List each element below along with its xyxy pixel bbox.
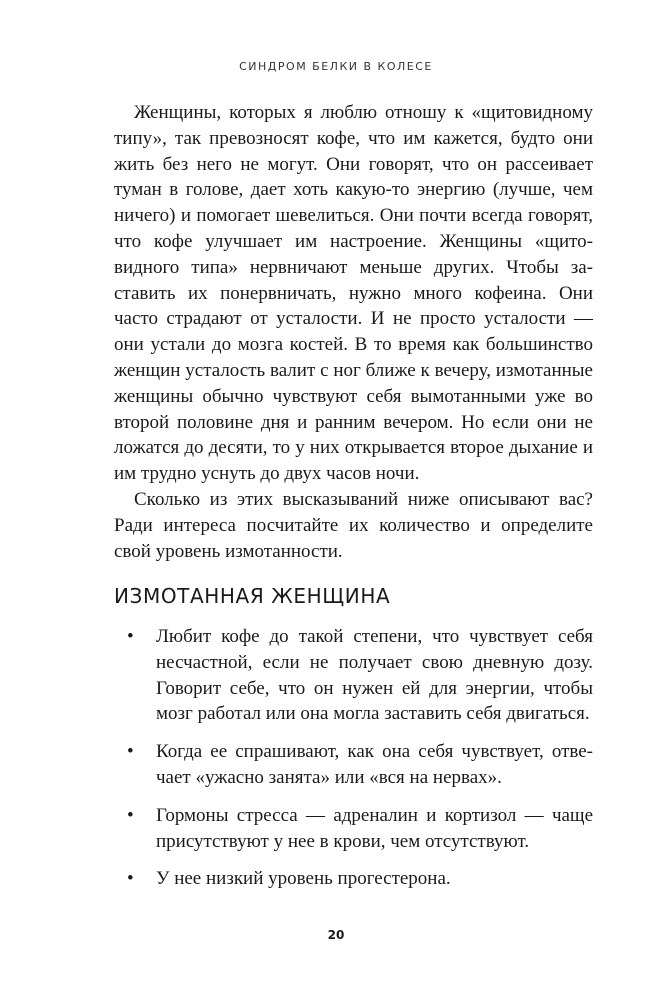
running-head: СИНДРОМ БЕЛКИ В КОЛЕСЕ [239, 60, 433, 73]
list-item [114, 624, 593, 727]
bullet-icon: • [127, 868, 134, 890]
list-item-text: У нее низкий уровень прогестерона. [156, 868, 451, 890]
list-item [114, 739, 593, 791]
paragraph: Женщины, которых я люблю отношу к «щитовидному типу», так превозносят кофе, что им кажется, будто они жить без него не могут. Они говорят, что он рассеивает туман в голове, дает хоть какую-то энергию (лучше, чем ничего) и помогает шевелиться. Они почти всегда говорят, что кофе улучшает им настроение. Женщины «щитовидного типа» нервничают меньше других. Чтобы заставить их понервничать, нужно много кофеина. Они часто страдают от усталости. И не просто усталости — они устали до мозга костей. В то время как большинство женщин усталость валит с ног ближе к вечеру, измотанные женщины обычно чувствуют себя вымотанными уже во второй половине дня и ранним вечером. Но если они не ложатся до десяти, то у них открывается второе дыхание и им трудно уснуть до двух часов ночи. [114, 102, 593, 485]
list-item-text: Любит кофе до такой степени, что чувствует себя несчастной, если не получает свою дневную дозу. Говорит себе, что он нужен ей для энергии, чтобы мозг работал или она могла заставить себя двигаться. [156, 626, 593, 725]
bullet-icon: • [127, 804, 134, 826]
bullet-list [114, 624, 593, 904]
list-item [114, 803, 593, 855]
section-heading: ИЗМОТАННАЯ ЖЕНЩИНА [114, 584, 391, 608]
page-number: 20 [327, 928, 345, 942]
bullet-icon: • [127, 626, 134, 647]
list-item-text: Гормоны стресса — адреналин и кортизол — чаще присутствуют у нее в крови, чем отсутствуют. [156, 804, 593, 852]
list-item-text: Когда ее спрашивают, как она себя чувствует, отвечает «ужасно занята» или «вся на нервах». [156, 741, 593, 788]
bullet-icon: • [127, 741, 134, 763]
list-item [114, 866, 593, 892]
body-text [114, 100, 593, 564]
paragraph: Сколько из этих высказываний ниже описывают вас? Ради интереса посчитайте их количество и определите свой уровень измотанности. [114, 488, 593, 562]
